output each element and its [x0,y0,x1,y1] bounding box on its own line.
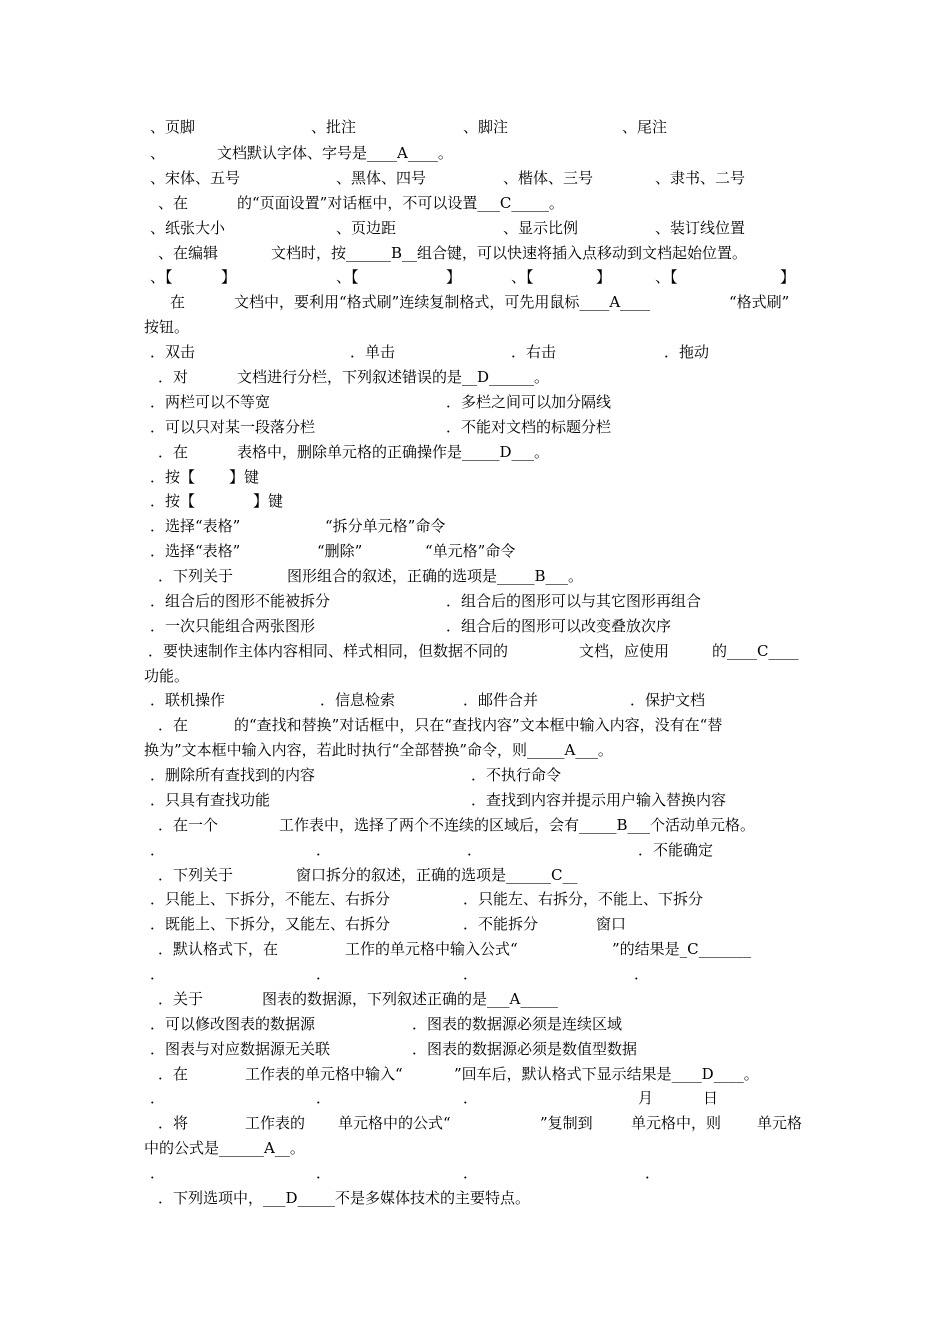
line-37 [0,1013,950,1035]
option-b: ．只能左、右拆分，不能上、下拆分 [463,890,704,908]
option-c: 、脚注 [463,118,509,136]
option-a: ． [150,841,166,859]
question-text: 文档中，要利用“格式刷”连续复制格式，可先用鼠标____A____ [234,293,651,311]
question-text: 在 [170,293,186,311]
option-b: ． [316,1164,332,1182]
line-18 [0,540,950,562]
option-d: ．选择“表格” [150,542,241,560]
option-d: “单元格”命令 [425,542,516,560]
option-b: ．不执行命令 [471,766,562,784]
line-23 [0,665,950,687]
option-d: 日 [703,1089,719,1107]
option-a: 、页脚 [150,118,196,136]
option-a: 、【 [150,268,173,286]
line-6 [0,242,950,264]
question-text: ．在 [158,443,189,461]
option-a: 、宋体、五号 [150,169,241,187]
line-38 [0,1038,950,1060]
option-d: ．保护文档 [630,691,706,709]
line-25 [0,714,950,736]
option-c: 、显示比例 [503,219,579,237]
option-d: ．组合后的图形可以改变叠放次序 [446,617,672,635]
line-41 [0,1112,950,1134]
line-30 [0,839,950,861]
option-b: ．多栏之间可以加分隔线 [446,393,612,411]
option-c: 、楷体、三号 [503,169,594,187]
option-d: 、尾注 [622,118,668,136]
question-text: 、 [150,144,166,162]
question-text: 工作表的单元格中输入“ [245,1065,403,1083]
line-14 [0,441,950,463]
option-b: 】 [446,268,462,286]
line-28 [0,789,950,811]
option-b: ．信息检索 [320,691,396,709]
option-c: 】 [596,268,612,286]
question-text: 、在编辑 [158,244,219,262]
line-26 [0,739,950,761]
question-text: 的“页面设置”对话框中，不可以设置___C_____。 [237,194,564,212]
question-text: 的____C____ [712,642,799,660]
question-text: ．在 [158,1065,189,1083]
option-d: ． [634,965,650,983]
option-c: 、【 [511,268,534,286]
option-a: ．联机操作 [150,691,226,709]
option-d: ．拖动 [664,343,710,361]
question-text: 工作的单元格中输入公式“ [345,940,518,958]
line-1 [0,116,950,138]
option-c: ．一次只能组合两张图形 [150,617,316,635]
question-text: ．下列关于 [158,567,234,585]
question-text: 文档，应使用 [579,642,670,660]
line-29 [0,814,950,836]
line-43 [0,1162,950,1184]
line-40 [0,1087,950,1109]
question-text: 文档时，按______B__组合键，可以快速将插入点移动到文档起始位置。 [271,244,748,262]
option-c: ．右击 [511,343,557,361]
question-text: 、在 [158,194,189,212]
line-39 [0,1063,950,1085]
line-10 [0,341,950,363]
option-a: ．删除所有查找到的内容 [150,766,316,784]
option-b: ．单击 [350,343,396,361]
option-d: ．不能对文档的标题分栏 [446,418,612,436]
option-d: 窗口 [596,915,627,933]
question-text: 工作表的 [245,1114,306,1132]
line-16 [0,490,950,512]
question-text: 图形组合的叙述，正确的选项是_____B___。 [287,567,584,585]
line-34 [0,938,950,960]
option-a: ． [150,1089,166,1107]
question-text: ．对 [158,368,189,386]
question-text: 文档默认字体、字号是____A____。 [217,144,453,162]
line-22 [0,640,950,662]
option-d: ． [645,1164,661,1182]
option-b: ．图表的数据源必须是连续区域 [412,1015,623,1033]
question-text: 换为”文本框中输入内容，若此时执行“全部替换”命令，则_____A___。 [144,741,613,759]
question-text: 工作表中，选择了两个不连续的区域后，会有_____B___个活动单元格。 [279,816,756,834]
option-c: ．只具有查找功能 [150,791,271,809]
question-text: 功能。 [144,667,190,685]
option-d: 、隶书、二号 [655,169,746,187]
line-27 [0,764,950,786]
line-20 [0,590,950,612]
option-c: ．选择“表格” [150,517,241,535]
question-text: ．在 [158,716,189,734]
question-text: 文档进行分栏，下列叙述错误的是__D______。 [237,368,550,386]
option-c: ． [463,965,479,983]
option-b: ．组合后的图形可以与其它图形再组合 [446,592,702,610]
question-text: ．默认格式下，在 [158,940,279,958]
question-text: 的“查找和替换”对话框中，只在“查找内容”文本框中输入内容，没有在“替 [234,716,723,734]
option-c: ． [463,1089,479,1107]
option-b: ． [316,965,332,983]
option-c: ．既能上、下拆分，又能左、右拆分 [150,915,391,933]
option-d: ．查找到内容并提示用户输入替换内容 [471,791,727,809]
option-c: ．邮件合并 [463,691,539,709]
line-32 [0,888,950,910]
question-text: 单元格 [757,1114,803,1132]
option-b: ． [316,1089,332,1107]
option-c: ．可以只对某一段落分栏 [150,418,316,436]
option-c: ．图表与对应数据源无关联 [150,1040,331,1058]
question-text: ．关于 [158,990,204,1008]
line-42 [0,1137,950,1159]
line-31 [0,864,950,886]
option-a: ．组合后的图形不能被拆分 [150,592,331,610]
option-a: ．按【 [150,468,196,486]
option-d: ．不能确定 [638,841,714,859]
question-text: 单元格中的公式“ [338,1114,451,1132]
line-2 [0,142,950,164]
line-5 [0,217,950,239]
option-a: 、纸张大小 [150,219,226,237]
option-d: 、【 [655,268,678,286]
option-b: 、批注 [311,118,357,136]
option-a: ． [150,965,166,983]
question-text: ．下列选项中，___D_____不是多媒体技术的主要特点。 [158,1189,531,1207]
option-b: ． [316,841,332,859]
option-a: ．只能上、下拆分，不能左、右拆分 [150,890,391,908]
option-a: ．两栏可以不等宽 [150,393,271,411]
question-text: 窗口拆分的叙述，正确的选项是______C__ [296,866,578,884]
option-d: “删除” [317,542,363,560]
line-11 [0,366,950,388]
line-4 [0,192,950,214]
line-15 [0,466,950,488]
question-text: 表格中，删除单元格的正确操作是_____D___。 [237,443,550,461]
option-b: 】键 [253,492,284,510]
line-35 [0,963,950,985]
line-8 [0,291,950,313]
line-17 [0,515,950,537]
option-d: 、装订线位置 [655,219,746,237]
question-text: ．将 [158,1114,189,1132]
option-c: ． [467,841,483,859]
question-text: “格式刷” [729,293,790,311]
question-text: 中的公式是______A__。 [144,1139,305,1157]
option-c: ． [463,1164,479,1182]
option-d: ．不能拆分 [463,915,539,933]
question-text: ．要快速制作主体内容相同、样式相同，但数据不同的 [148,642,509,660]
question-text: ”回车后，默认格式下显示结果是____D____。 [454,1065,759,1083]
line-12 [0,391,950,413]
option-a: 】键 [229,468,260,486]
line-36 [0,988,950,1010]
line-9 [0,316,950,338]
question-text: 单元格中，则 [631,1114,722,1132]
option-b: 、黑体、四号 [336,169,427,187]
question-text: 按钮。 [144,318,190,336]
option-d: 】 [780,268,796,286]
line-21 [0,615,950,637]
question-text: 图表的数据源，下列叙述正确的是___A_____ [262,990,558,1008]
question-text: ”复制到 [540,1114,593,1132]
option-b: 、页边距 [336,219,397,237]
question-text: ．在一个 [158,816,219,834]
option-d: 月 [638,1089,654,1107]
line-13 [0,416,950,438]
line-19 [0,565,950,587]
option-b: ．按【 [150,492,196,510]
option-c: “拆分单元格”命令 [325,517,446,535]
line-24 [0,689,950,711]
line-33 [0,913,950,935]
question-text: ”的结果是_C_______ [612,940,752,958]
option-a: ． [150,1164,166,1182]
option-a: 】 [221,268,237,286]
option-b: 、【 [336,268,359,286]
option-a: ．可以修改图表的数据源 [150,1015,316,1033]
line-3 [0,167,950,189]
option-a: ．双击 [150,343,196,361]
line-44 [0,1187,950,1209]
option-d: ．图表的数据源必须是数值型数据 [412,1040,638,1058]
line-7 [0,266,950,288]
question-text: ．下列关于 [158,866,234,884]
